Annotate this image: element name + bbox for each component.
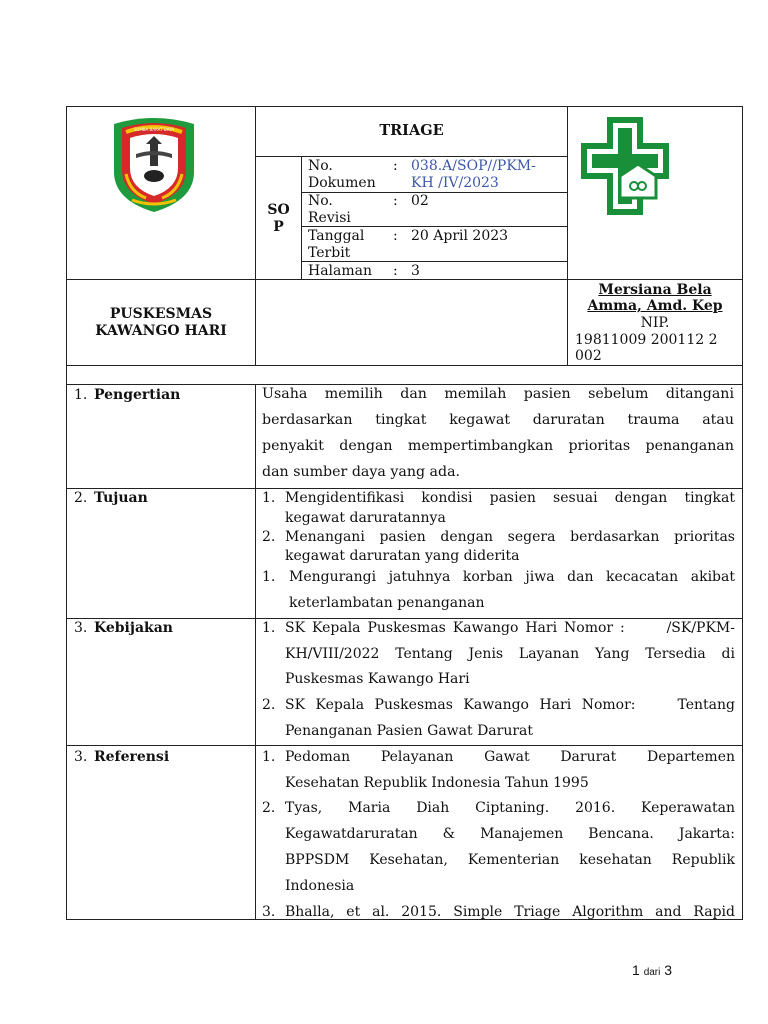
doc-no-value-line2: KH /IV/2023 <box>411 175 499 191</box>
doc-no-label-line1: No. <box>308 158 333 174</box>
body-border-right <box>742 365 743 920</box>
section-number: 3. <box>74 749 88 765</box>
rev-label-line1: No. <box>308 193 333 209</box>
list-item-line: keterlambatan penanganan <box>289 595 485 611</box>
footer-total: 3 <box>664 962 673 978</box>
org-name-line1: PUSKESMAS <box>109 306 213 322</box>
date-colon: : <box>393 228 398 244</box>
nip-value-line1: 19811009 200112 2 <box>575 332 718 348</box>
footer-page: 1 <box>632 962 640 978</box>
puskesmas-logo <box>580 116 670 218</box>
field-border-1 <box>301 192 568 193</box>
nip-value-line2: 002 <box>575 348 602 364</box>
document-title: TRIAGE <box>379 122 444 139</box>
row-border-3 <box>66 745 743 746</box>
page-value: 3 <box>411 263 420 279</box>
body-border-left <box>66 365 67 920</box>
list-item-line: kegawat daruratannya <box>285 510 446 526</box>
list-item-line: SK Kepala Puskesmas Kawango Hari Nomor: Tentang <box>285 697 735 713</box>
crest-motto: SUMBA BARAT DAYA <box>133 127 175 132</box>
list-item-line: Kegawatdaruratan & Manajemen Bencana. Jakarta: <box>285 826 735 842</box>
list-number: 1. <box>262 569 276 585</box>
doc-no-colon: : <box>393 158 398 174</box>
signatory-name-line1: Mersiana Bela <box>598 282 712 298</box>
list-item-line: KH/VIII/2022 Tentang Jenis Layanan Yang Tersedia di <box>285 646 735 662</box>
list-number: 3. <box>262 904 276 920</box>
header-border-col1 <box>255 106 256 366</box>
list-item-line: Pedoman Pelayanan Gawat Darurat Departemen <box>285 749 735 765</box>
header-border-bottom <box>66 365 743 366</box>
page-footer <box>632 962 672 978</box>
date-label-line1: Tanggal <box>308 228 365 244</box>
nip-label: NIP. <box>640 315 670 331</box>
section-label-tujuan: Tujuan <box>94 490 148 506</box>
date-value: 20 April 2023 <box>411 228 509 244</box>
list-item-line: Tyas, Maria Diah Ciptaning. 2016. Keperawatan <box>285 800 735 816</box>
text-line: Usaha memilih dan memilah pasien sebelum ditangani <box>262 386 734 402</box>
list-item-line: Mengurangi jatuhnya korban jiwa dan kecacatan akibat <box>289 569 735 585</box>
rev-colon: : <box>393 193 398 209</box>
header-border-top <box>66 106 743 107</box>
text-line: penyakit dengan mempertimbangkan prioritas penanganan <box>262 438 734 454</box>
list-number: 1. <box>262 490 276 506</box>
signatory-name-line2: Amma, Amd. Kep <box>587 298 723 314</box>
rev-value: 02 <box>411 193 429 209</box>
section-label-referensi: Referensi <box>94 749 170 765</box>
page-colon: : <box>393 263 398 279</box>
list-number: 2. <box>262 529 276 545</box>
regency-crest-logo <box>106 114 202 214</box>
list-item-line: Kesehatan Republik Indonesia Tahun 1995 <box>285 775 589 791</box>
list-item-line: Penanganan Pasien Gawat Darurat <box>285 723 534 739</box>
row-border-2 <box>66 618 743 619</box>
list-item-line: SK Kepala Puskesmas Kawango Hari Nomor : /SK/PKM- <box>285 620 735 636</box>
section-number: 1. <box>74 387 88 403</box>
doc-no-label-line2: Dokumen <box>308 175 376 191</box>
list-item-line: Menangani pasien dengan segera berdasarkan prioritas <box>285 529 735 545</box>
section-number: 3. <box>74 620 88 636</box>
list-number: 1. <box>262 749 276 765</box>
list-item-line: Bhalla, et al. 2015. Simple Triage Algorithm and Rapid <box>285 904 735 920</box>
list-item-line: kegawat daruratan yang diderita <box>285 548 520 564</box>
org-name-line2: KAWANGO HARI <box>95 323 227 339</box>
list-item-line: Indonesia <box>285 878 355 894</box>
date-label-line2: Terbit <box>308 245 351 261</box>
page-label: Halaman <box>308 263 373 279</box>
text-line: berdasarkan tingkat kegawat daruratan trauma atau <box>262 412 734 428</box>
rev-label-line2: Revisi <box>308 210 351 226</box>
list-item-line: Puskesmas Kawango Hari <box>285 671 470 687</box>
text-line: dan sumber daya yang ada. <box>262 464 461 480</box>
list-item-line: BPPSDM Kesehatan, Kementerian kesehatan Republik <box>285 852 735 868</box>
row-border-1 <box>66 488 743 489</box>
sop-label-line2: P <box>273 219 284 235</box>
sop-label-line1: SO <box>267 202 290 218</box>
list-number: 2. <box>262 697 276 713</box>
pengertian-text <box>262 381 734 485</box>
section-label-kebijakan: Kebijakan <box>94 620 173 636</box>
list-number: 2. <box>262 800 276 816</box>
doc-no-value-line1: 038.A/SOP//PKM- <box>411 158 536 174</box>
list-number: 1. <box>262 620 276 636</box>
header-border-mid <box>66 279 743 280</box>
list-item-line: Mengidentifikasi kondisi pasien sesuai dengan tingkat <box>285 490 735 506</box>
body-border-col <box>255 384 256 920</box>
section-label-pengertian: Pengertian <box>94 387 181 403</box>
section-number: 2. <box>74 490 88 506</box>
header-border-right <box>742 106 743 366</box>
footer-of-label: dari <box>643 967 661 978</box>
